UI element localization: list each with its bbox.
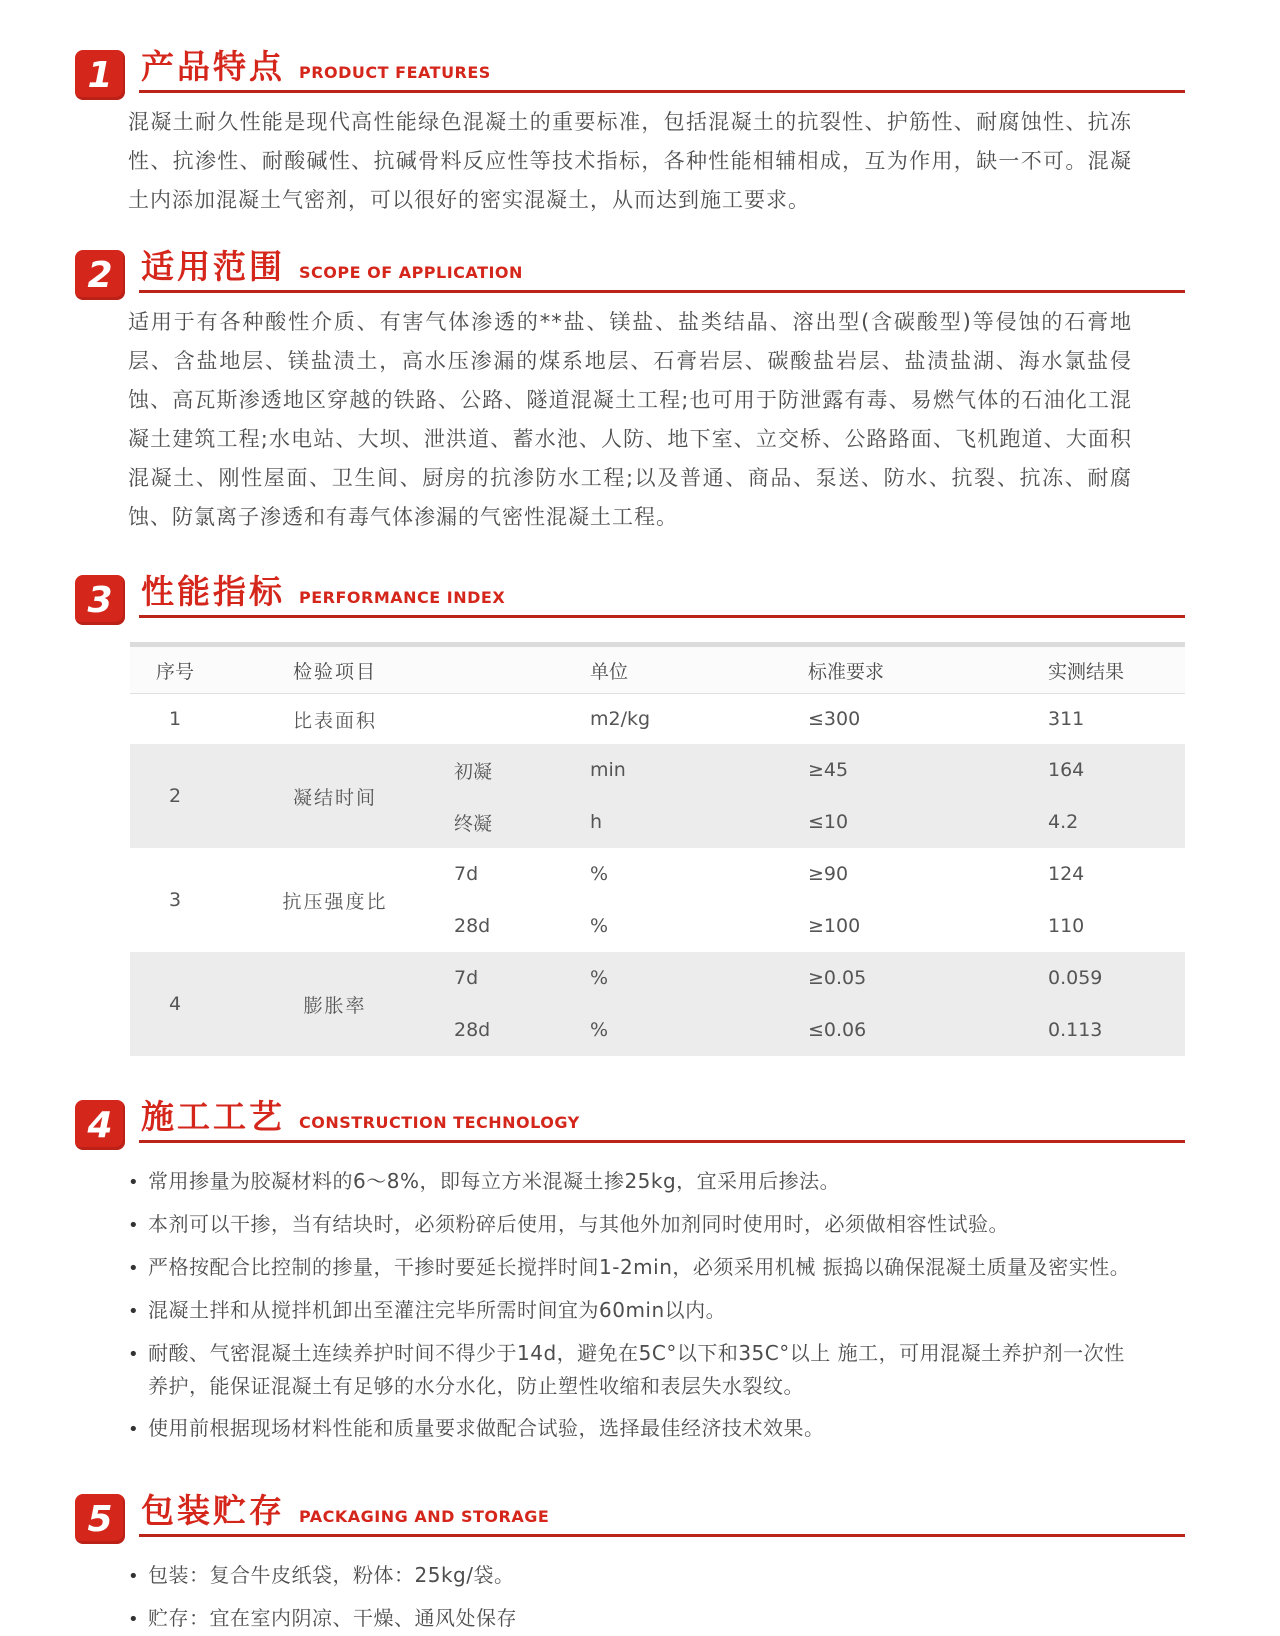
section-2-subtitle: SCOPE OF APPLICATION (299, 263, 523, 282)
cell-unit: % (590, 863, 609, 885)
section-3-subtitle: PERFORMANCE INDEX (299, 588, 506, 607)
list-item (128, 1251, 1138, 1285)
bullet-text: 混凝土拌和从搅拌机卸出至灌注完毕所需时间宜为60min以内。 (148, 1298, 727, 1322)
header-req: 标准要求 (808, 660, 885, 683)
section-1-number-badge: 1 (75, 50, 125, 100)
bullet-dot-icon (128, 1294, 148, 1328)
section-packaging-and-storage (75, 1491, 1185, 1636)
section-5-title: 包装贮存 (141, 1491, 285, 1530)
header-sub (450, 647, 545, 693)
section-1-title: 产品特点 (141, 47, 285, 86)
cell-sub: 7d (454, 863, 479, 885)
section-4-header (75, 1097, 1185, 1146)
cell-unit: m2/kg (590, 708, 651, 730)
header-unit: 单位 (590, 660, 629, 683)
cell-unit: % (590, 915, 609, 937)
cell-item: 膨胀率 (303, 994, 367, 1017)
cell-sub: 28d (454, 1019, 491, 1041)
section-2-title-group (139, 247, 1185, 293)
section-3-number-badge: 3 (75, 575, 125, 625)
section-2-title: 适用范围 (141, 247, 285, 286)
cell-unit: h (590, 811, 603, 833)
construction-bullet-list (128, 1165, 1138, 1446)
section-4-number-badge: 4 (75, 1100, 125, 1150)
section-3-title-group (139, 572, 1185, 618)
section-3-header (75, 572, 1185, 621)
section-4-subtitle: CONSTRUCTION TECHNOLOGY (299, 1113, 580, 1132)
cell-sub: 初凝 (454, 760, 493, 783)
cell-req: ≤300 (808, 708, 861, 730)
cell-no: 2 (168, 785, 182, 807)
cell-result: 164 (1048, 759, 1085, 781)
cell-unit: % (590, 1019, 609, 1041)
section-3-title: 性能指标 (141, 572, 285, 611)
bullet-text: 使用前根据现场材料性能和质量要求做配合试验，选择最佳经济技术效果。 (148, 1416, 825, 1440)
cell-no: 1 (168, 708, 182, 730)
bullet-dot-icon (128, 1559, 148, 1593)
table-row-group (130, 744, 1185, 848)
cell-item: 抗压强度比 (282, 890, 388, 913)
cell-result: 124 (1048, 863, 1085, 885)
section-construction-technology (75, 1097, 1185, 1446)
performance-table (130, 642, 1185, 1056)
section-2-number-badge: 2 (75, 250, 125, 300)
section-4-title: 施工工艺 (141, 1097, 285, 1136)
section-2-header (75, 247, 1185, 296)
cell-result: 0.059 (1048, 967, 1103, 989)
cell-sub: 28d (454, 915, 491, 937)
list-item (128, 1294, 1138, 1328)
cell-unit: min (590, 759, 626, 781)
bullet-dot-icon (128, 1208, 148, 1242)
section-5-header (75, 1491, 1185, 1540)
cell-result: 110 (1048, 915, 1085, 937)
section-1-subtitle: PRODUCT FEATURES (299, 63, 491, 82)
list-item (128, 1559, 1138, 1593)
list-item (128, 1165, 1138, 1199)
table-row-group (130, 848, 1185, 952)
table-row (130, 694, 1185, 744)
section-5-subtitle: PACKAGING AND STORAGE (299, 1507, 550, 1526)
header-result: 实测结果 (1048, 660, 1125, 683)
bullet-dot-icon (128, 1251, 148, 1285)
list-item (128, 1337, 1138, 1403)
bullet-text: 本剂可以干掺，当有结块时，必须粉碎后使用，与其他外加剂同时使用时，必须做相容性试验。 (148, 1212, 1009, 1236)
cell-req: ≥0.05 (808, 967, 867, 989)
cell-sub: 终凝 (454, 812, 493, 835)
cell-req: ≥45 (808, 759, 849, 781)
list-item (128, 1602, 1138, 1636)
cell-unit: % (590, 967, 609, 989)
cell-req: ≤0.06 (808, 1019, 867, 1041)
section-product-features (75, 47, 1185, 220)
bullet-text: 耐酸、气密混凝土连续养护时间不得少于14d，避免在5C°以下和35C°以上 施工，可用混凝土养护剂一次性养护，能保证混凝土有足够的水分水化，防止塑性收缩和表层失水裂纹。 (148, 1341, 1125, 1398)
bullet-text: 贮存：宜在室内阴凉、干燥、通风处保存 (148, 1606, 517, 1630)
section-1-title-group (139, 47, 1185, 93)
cell-no: 4 (168, 993, 182, 1015)
bullet-dot-icon (128, 1165, 148, 1199)
bullet-text: 包装：复合牛皮纸袋，粉体：25kg/袋。 (148, 1563, 515, 1587)
section-5-number-badge: 5 (75, 1494, 125, 1544)
cell-req: ≤10 (808, 811, 849, 833)
section-1-body-paragraph: 混凝土耐久性能是现代高性能绿色混凝土的重要标准，包括混凝土的抗裂性、护筋性、耐腐蚀性、抗冻性、抗渗性、耐酸碱性、抗碱骨料反应性等技术指标，各种性能相辅相成，互为作用，缺一不可。混凝土内添加混凝土气密剂，可以很好的密实混凝土，从而达到施工要求。 (128, 110, 1132, 212)
section-performance-index (75, 572, 1185, 1056)
section-4-title-group (139, 1097, 1185, 1143)
bullet-dot-icon (128, 1602, 148, 1636)
header-item: 检验项目 (292, 660, 377, 683)
cell-no: 3 (168, 889, 182, 911)
packaging-bullet-list (128, 1559, 1138, 1636)
list-item (128, 1412, 1138, 1446)
section-5-title-group (139, 1491, 1185, 1537)
bullet-text: 严格按配合比控制的掺量，干掺时要延长搅拌时间1-2min，必须采用机械 振捣以确保混凝土质量及密实性。 (148, 1255, 1131, 1279)
header-no: 序号 (155, 660, 194, 683)
cell-item: 凝结时间 (292, 786, 377, 809)
bullet-dot-icon (128, 1337, 148, 1403)
cell-sub (450, 694, 545, 744)
section-2-body-paragraph: 适用于有各种酸性介质、有害气体渗透的**盐、镁盐、盐类结晶、溶出型(含碳酸型)等侵蚀的石膏地层、含盐地层、镁盐渍土，高水压渗漏的煤系地层、石膏岩层、碳酸盐岩层、盐渍盐湖、海水氯盐侵蚀、高瓦斯渗透地区穿越的铁路、公路、隧道混凝土工程;也可用于防泄露有毒、易燃气体的石油化工混凝土建筑工程;水电站、大坝、泄洪道、蓄水池、人防、地下室、立交桥、公路路面、飞机跑道、大面积混凝土、刚性屋面、卫生间、厨房的抗渗防水工程;以及普通、商品、泵送、防水、抗裂、抗冻、耐腐蚀、防氯离子渗透和有毒气体渗漏的气密性混凝土工程。 (128, 310, 1132, 529)
list-item (128, 1208, 1138, 1242)
cell-req: ≥90 (808, 863, 849, 885)
section-scope-of-application (75, 247, 1185, 537)
bullet-text: 常用掺量为胶凝材料的6～8%，即每立方米混凝土掺25kg，宜采用后掺法。 (148, 1169, 841, 1193)
bullet-dot-icon (128, 1412, 148, 1446)
section-1-header (75, 47, 1185, 96)
cell-req: ≥100 (808, 915, 861, 937)
cell-sub: 7d (454, 967, 479, 989)
cell-item: 比表面积 (292, 709, 377, 732)
cell-result: 311 (1048, 708, 1085, 730)
cell-result: 4.2 (1048, 811, 1079, 833)
cell-result: 0.113 (1048, 1019, 1103, 1041)
table-header-row (130, 647, 1185, 694)
table-row-group (130, 952, 1185, 1056)
